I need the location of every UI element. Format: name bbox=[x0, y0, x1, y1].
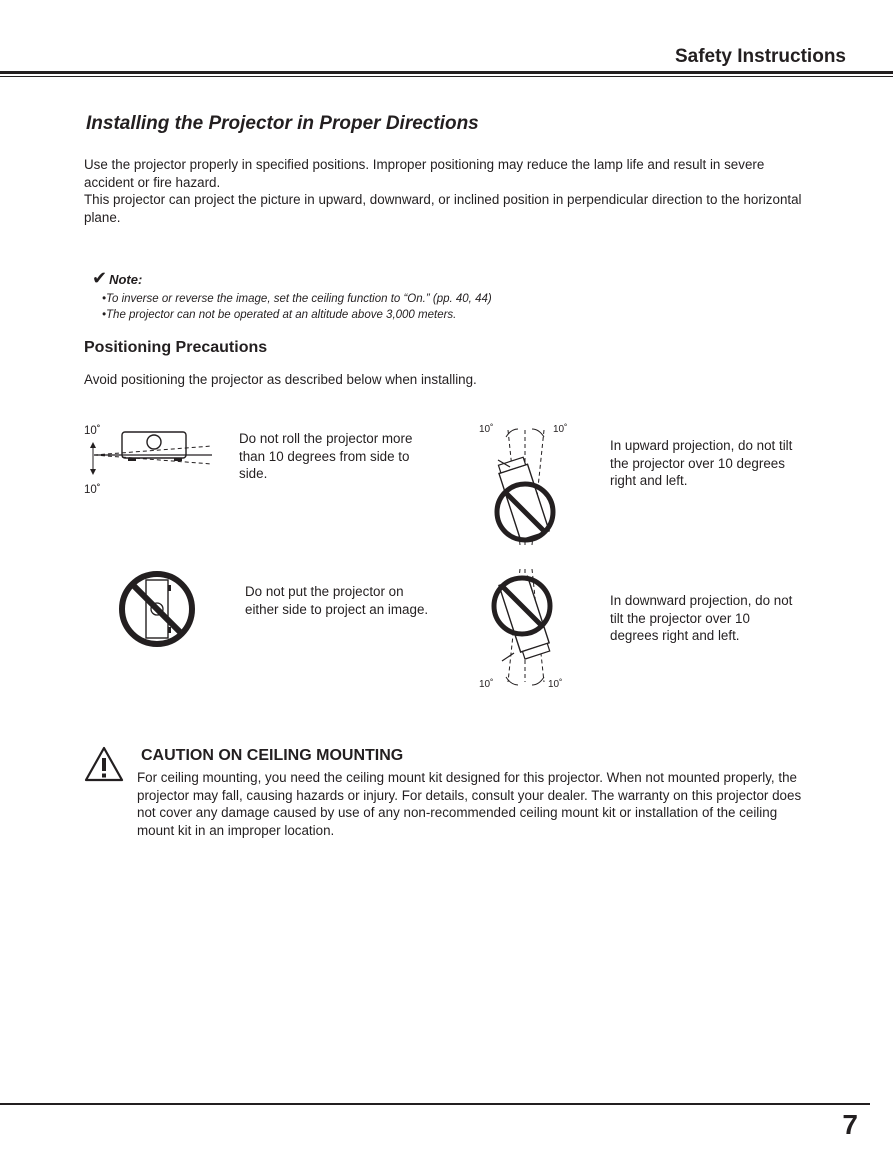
note-heading bbox=[92, 268, 142, 289]
projector-roll-diagram bbox=[88, 428, 228, 488]
footer-rule bbox=[0, 1103, 870, 1105]
page-number: 7 bbox=[842, 1109, 858, 1140]
caption-upward: In upward projection, do not tilt the projector over 10 degrees right and left. bbox=[610, 438, 793, 488]
prohibition-sign-icon-downward bbox=[490, 574, 554, 638]
header-rule-thin bbox=[0, 76, 893, 77]
warning-triangle-icon bbox=[84, 746, 124, 782]
section-title: Installing the Projector in Proper Directions bbox=[86, 113, 479, 134]
note-list bbox=[102, 292, 492, 323]
check-mark-icon: ✔ bbox=[92, 268, 108, 288]
section-body bbox=[84, 156, 814, 226]
note-item-2: •The projector can not be operated at an altitude above 3,000 meters. bbox=[102, 308, 457, 321]
degree-label-upward-left: 10˚ bbox=[479, 424, 494, 435]
body-paragraph-1: Use the projector properly in specified positions. Improper positioning may reduce the lamp life and result in severe accident or fire hazard. bbox=[84, 157, 765, 190]
caption-roll: Do not roll the projector more than 10 degrees from side to side. bbox=[239, 431, 413, 481]
prohibition-sign-icon bbox=[493, 480, 557, 544]
degree-label-roll-top: 10˚ bbox=[84, 425, 101, 437]
note-item-1: •To inverse or reverse the image, set the ceiling function to “On.” (pp. 40, 44) bbox=[102, 293, 492, 305]
page-header-title: Safety Instructions bbox=[674, 46, 846, 67]
caption-downward: In downward projection, do not tilt the projector over 10 degrees right and left. bbox=[610, 593, 793, 643]
degree-label-upward-right: 10˚ bbox=[553, 424, 568, 435]
note-label: Note: bbox=[109, 272, 143, 287]
degree-label-roll-bottom: 10˚ bbox=[84, 484, 101, 496]
caption-side: Do not put the projector on either side to project an image. bbox=[245, 584, 429, 617]
header-rule-thick bbox=[0, 71, 893, 74]
degree-label-downward-left: 10˚ bbox=[479, 679, 494, 690]
body-paragraph-2: This projector can project the picture in upward, downward, or inclined position in perpendicular direction to the horizontal plane. bbox=[84, 192, 802, 225]
degree-label-downward-right: 10˚ bbox=[548, 679, 563, 690]
caution-text: For ceiling mounting, you need the ceiling mount kit designed for this projector. When not mounted properly, the projector may fall, causing hazards or injury. For details, consult your dealer. The warranty on this projector does not cover any damage caused by use of any non-recommended ceiling mount kit or installation of the ceiling mount kit in an improper location. bbox=[137, 770, 802, 838]
caution-title: CAUTION ON CEILING MOUNTING bbox=[141, 747, 404, 764]
positioning-intro: Avoid positioning the projector as described below when installing. bbox=[84, 372, 477, 387]
projector-side-diagram bbox=[117, 570, 197, 650]
positioning-title: Positioning Precautions bbox=[84, 339, 268, 356]
